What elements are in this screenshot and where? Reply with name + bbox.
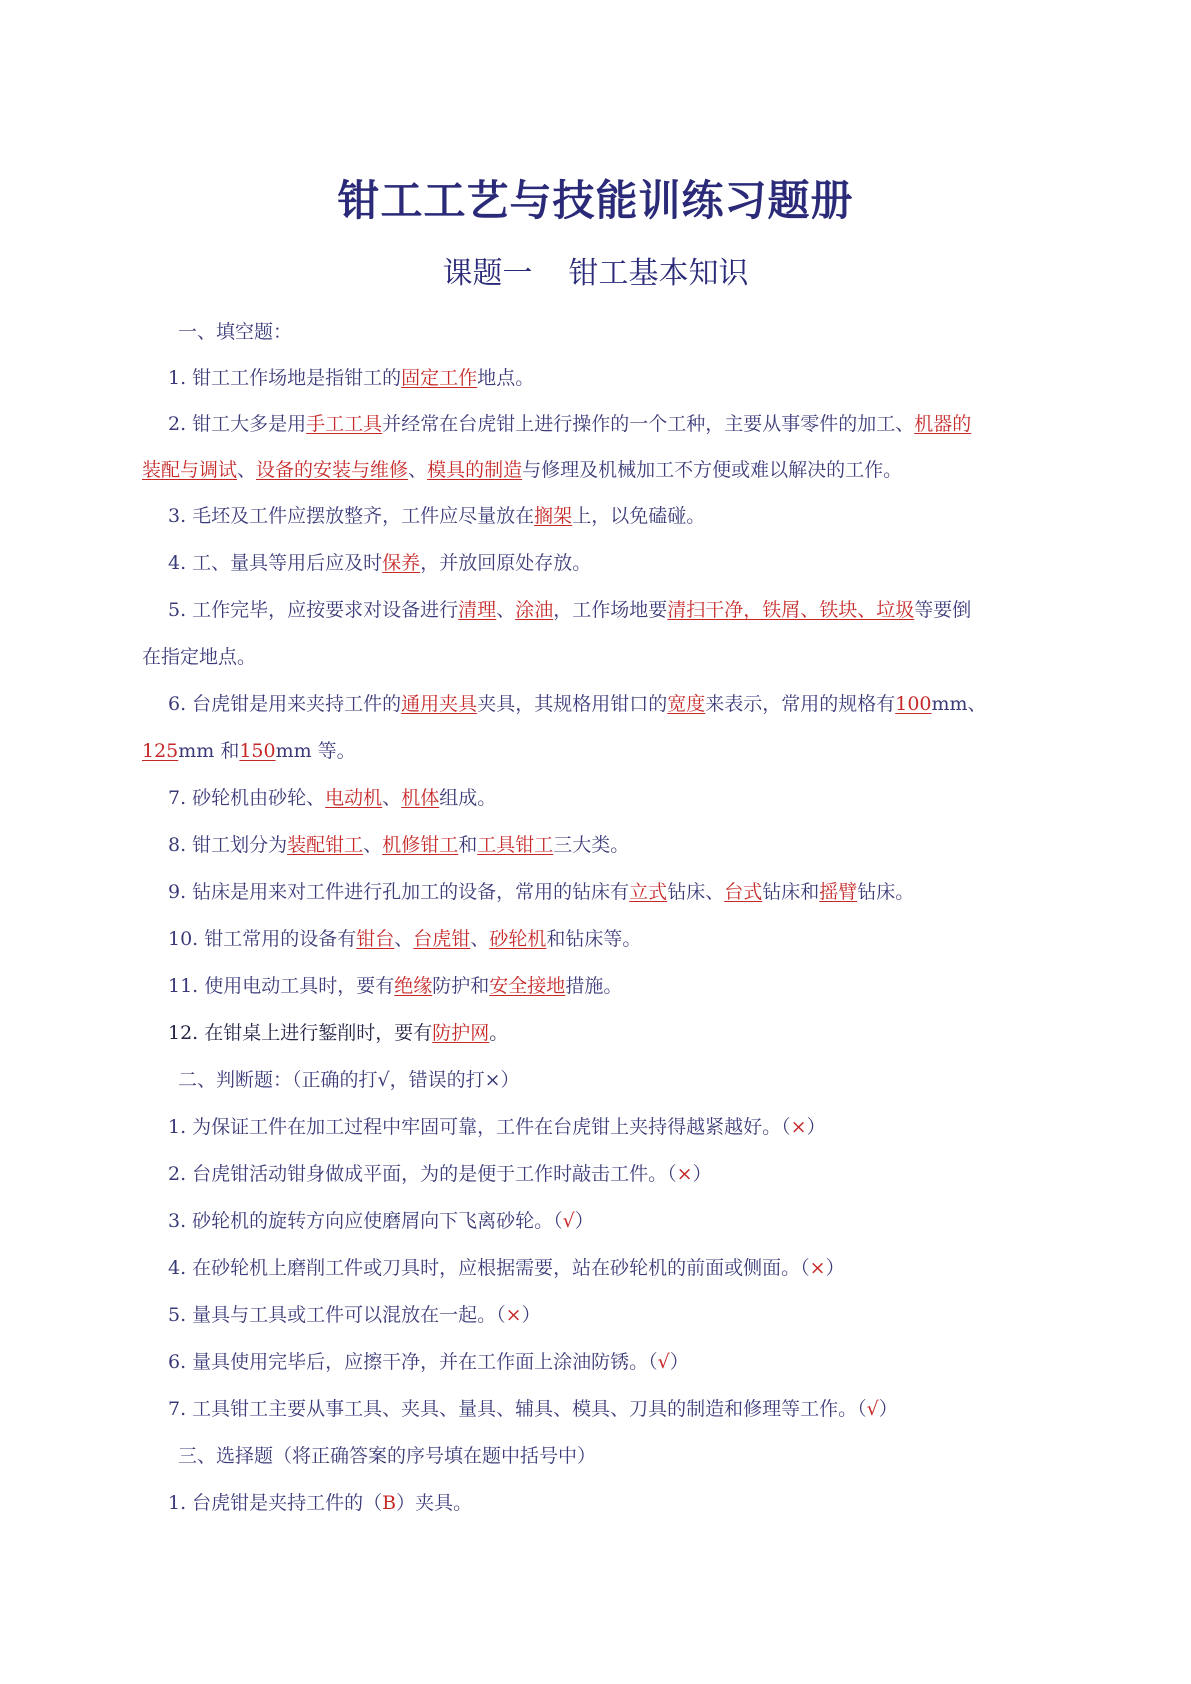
answer: 宽度 — [667, 693, 706, 715]
judge-question-4: 4. 在砂轮机上磨削工件或刀具时，应根据需要，站在砂轮机的前面或侧面。（×） — [168, 1257, 845, 1279]
fill-question-2-line-2: 装配与调试、设备的安装与维修、模具的制造与修理及机械加工不方便或难以解决的工作。 — [142, 459, 903, 481]
answer: 电动机 — [325, 787, 383, 809]
section-heading-judge: 二、判断题：（正确的打√，错误的打×） — [178, 1069, 520, 1091]
fill-question-10: 10. 钳工常用的设备有钳台、台虎钳、砂轮机和钻床等。 — [168, 928, 642, 950]
choice-answer: B — [382, 1492, 397, 1514]
answer: 清理 — [458, 599, 497, 621]
section-heading-choice: 三、选择题（将正确答案的序号填在题中括号中） — [178, 1445, 597, 1467]
answer: 摇臂 — [819, 881, 858, 903]
judge-question-2: 2. 台虎钳活动钳身做成平面，为的是便于工作时敲击工件。（×） — [168, 1163, 712, 1185]
answer: 涂油 — [515, 599, 554, 621]
lesson-topic: 钳工基本知识 — [568, 256, 749, 291]
fill-question-12: 12. 在钳桌上进行錾削时，要有防护网。 — [168, 1022, 509, 1044]
fill-question-6-line-2: 125mm 和150mm 等。 — [142, 740, 356, 762]
answer: 绝缘 — [394, 975, 433, 997]
answer: 防护网 — [432, 1022, 490, 1044]
answer: 100 — [895, 693, 932, 715]
judge-mark: × — [505, 1304, 522, 1326]
answer: 模具的制造 — [427, 459, 523, 481]
answer: 清扫干净，铁屑、铁块、垃圾 — [667, 599, 915, 621]
judge-question-1: 1. 为保证工件在加工过程中牢固可靠，工件在台虎钳上夹持得越紧越好。（×） — [168, 1116, 826, 1138]
judge-mark: √ — [657, 1351, 670, 1373]
answer: 装配钳工 — [287, 834, 364, 856]
answer: 立式 — [629, 881, 668, 903]
answer: 搁架 — [534, 505, 573, 527]
answer: 150 — [239, 740, 276, 762]
answer: 手工工具 — [306, 413, 383, 435]
answer: 台式 — [724, 881, 763, 903]
judge-mark: × — [676, 1163, 693, 1185]
fill-question-5-line-2: 在指定地点。 — [142, 646, 257, 668]
judge-mark: × — [809, 1257, 826, 1279]
judge-mark: × — [790, 1116, 807, 1138]
answer: 安全接地 — [489, 975, 566, 997]
answer: 机器的 — [914, 413, 972, 435]
fill-question-1: 1. 钳工工作场地是指钳工的固定工作地点。 — [168, 367, 535, 389]
fill-question-9: 9. 钻床是用来对工件进行孔加工的设备，常用的钻床有立式钻床、台式钻床和摇臂钻床。 — [168, 881, 915, 903]
answer: 装配与调试 — [142, 459, 238, 481]
fill-question-11: 11. 使用电动工具时，要有绝缘防护和安全接地措施。 — [168, 975, 623, 997]
lesson-heading — [0, 248, 1191, 292]
judge-question-5: 5. 量具与工具或工件可以混放在一起。（×） — [168, 1304, 541, 1326]
fill-question-2-line-1: 2. 钳工大多是用手工工具并经常在台虎钳上进行操作的一个工种，主要从事零件的加工、机器的 — [168, 413, 972, 435]
fill-question-4: 4. 工、量具等用后应及时保养，并放回原处存放。 — [168, 552, 592, 574]
fill-question-3: 3. 毛坯及工件应摆放整齐，工件应尽量放在搁架上，以免磕碰。 — [168, 505, 706, 527]
answer: 设备的安装与维修 — [256, 459, 409, 481]
answer: 工具钳工 — [477, 834, 554, 856]
answer: 台虎钳 — [413, 928, 471, 950]
answer: 钳台 — [356, 928, 395, 950]
answer: 固定工作 — [401, 367, 478, 389]
judge-mark: √ — [866, 1398, 879, 1420]
fill-question-7: 7. 砂轮机由砂轮、电动机、机体组成。 — [168, 787, 497, 809]
fill-question-6-line-1: 6. 台虎钳是用来夹持工件的通用夹具夹具，其规格用钳口的宽度来表示，常用的规格有100mm、 — [168, 693, 987, 715]
judge-question-3: 3. 砂轮机的旋转方向应使磨屑向下飞离砂轮。（√） — [168, 1210, 594, 1232]
page-title: 钳工工艺与技能训练习题册 — [337, 176, 854, 225]
answer: 机体 — [401, 787, 440, 809]
answer: 通用夹具 — [401, 693, 478, 715]
answer: 保养 — [382, 552, 421, 574]
judge-mark: √ — [562, 1210, 575, 1232]
choice-question-1: 1. 台虎钳是夹持工件的（B）夹具。 — [168, 1492, 473, 1514]
fill-question-8: 8. 钳工划分为装配钳工、机修钳工和工具钳工三大类。 — [168, 834, 630, 856]
judge-question-6: 6. 量具使用完毕后，应擦干净，并在工作面上涂油防锈。（√） — [168, 1351, 689, 1373]
judge-question-7: 7. 工具钳工主要从事工具、夹具、量具、辅具、模具、刀具的制造和修理等工作。（√） — [168, 1398, 898, 1420]
section-heading-fill: 一、填空题： — [178, 321, 293, 343]
answer: 砂轮机 — [489, 928, 547, 950]
answer: 机修钳工 — [382, 834, 459, 856]
fill-question-5-line-1: 5. 工作完毕，应按要求对设备进行清理、涂油，工作场地要清扫干净，铁屑、铁块、垃圾等要倒 — [168, 599, 972, 621]
lesson-number: 课题一 — [442, 256, 533, 291]
answer: 125 — [142, 740, 179, 762]
